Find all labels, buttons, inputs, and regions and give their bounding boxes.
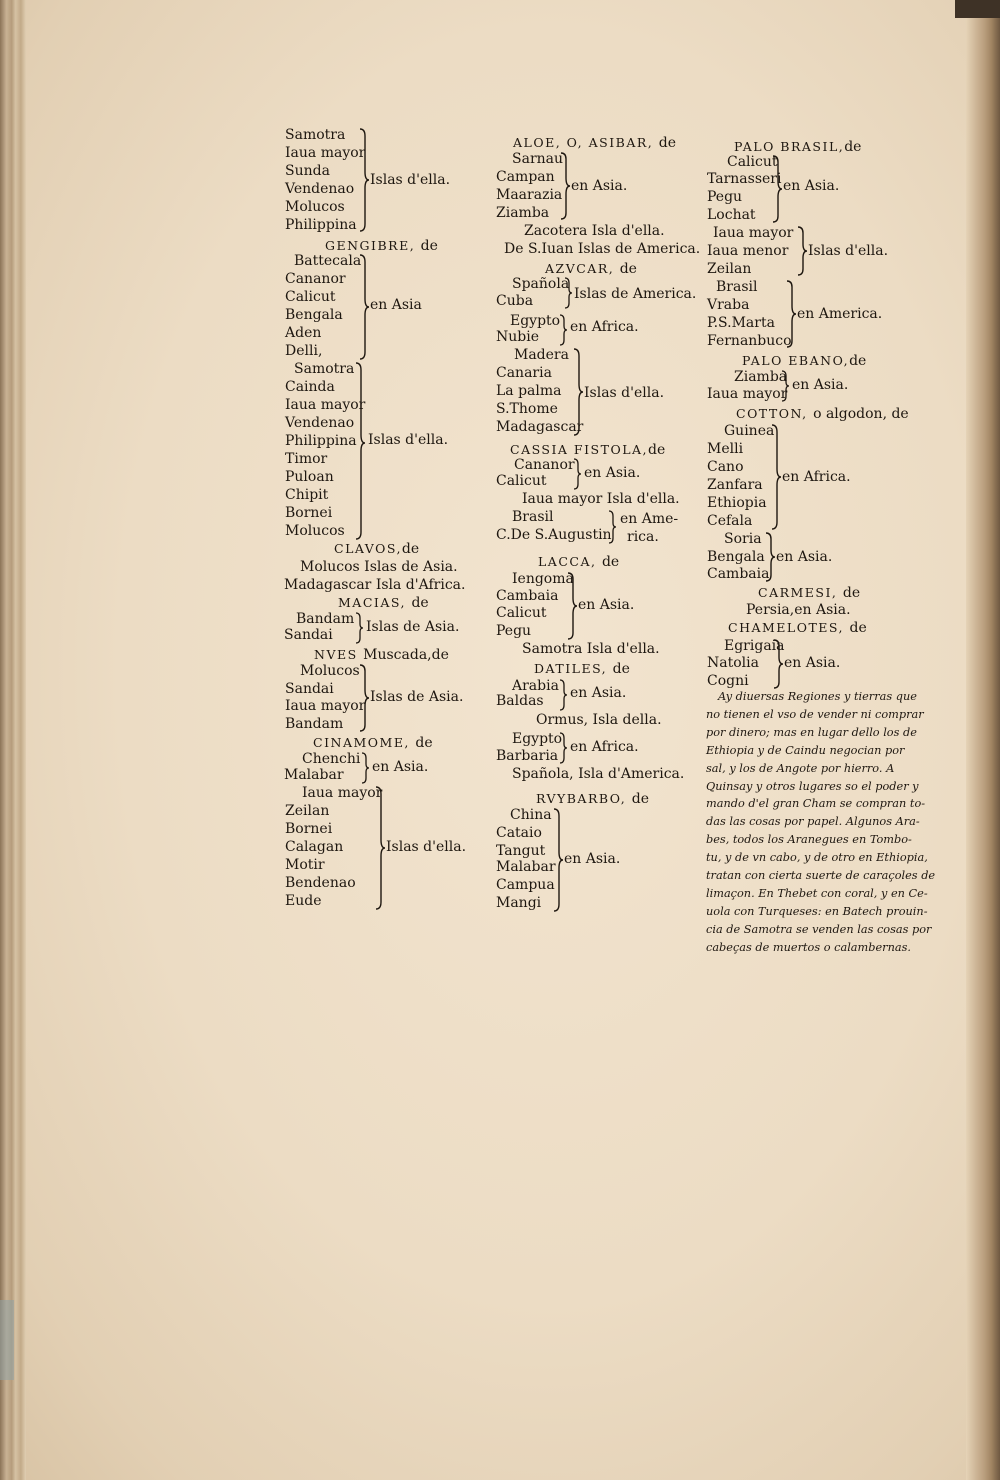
list-item: Nubie [496, 329, 539, 345]
curly-brace [360, 752, 370, 784]
curly-brace [772, 639, 784, 689]
list-item: Lochat [707, 207, 756, 223]
list-item: Iengoma [512, 571, 574, 587]
text-line: Molucos Islas de Asia. [300, 559, 458, 575]
list-item: Cogni [707, 673, 749, 689]
note-line: no tienen el vso de vender ni comprar [706, 707, 924, 721]
list-item: Iaua mayor [713, 225, 794, 241]
list-item: Bornei [285, 821, 333, 837]
curly-brace [607, 510, 617, 544]
list-item: Malabar [496, 859, 556, 875]
list-item: Sunda [285, 163, 330, 179]
note-line: Ay diuersas Regiones y tierras que [718, 690, 917, 703]
list-item: Iaua menor [707, 243, 789, 259]
list-item: Aden [285, 325, 322, 341]
curly-brace [572, 348, 584, 436]
list-item: Bandam [296, 611, 355, 627]
list-item: Molucos [285, 523, 345, 539]
list-item: Battecala [294, 253, 362, 269]
region-label: en Asia. [372, 759, 429, 775]
note-line: Quinsay y otros lugares so el poder y [706, 779, 919, 793]
region-label: rica. [627, 529, 659, 545]
list-item: Bengala [707, 549, 765, 565]
list-item: Fernanbuco [707, 333, 792, 349]
list-item: Calicut [496, 605, 547, 621]
region-label: en America. [797, 306, 883, 322]
list-item: Vendenao [285, 181, 355, 197]
list-item: Cataio [496, 825, 542, 841]
list-item: Chipit [285, 487, 329, 503]
curly-brace [780, 370, 790, 402]
list-item: Calicut [727, 154, 778, 170]
region-label: en Asia. [784, 655, 841, 671]
list-item: Delli, [285, 343, 323, 359]
curly-brace [559, 152, 571, 220]
curly-brace [354, 362, 366, 540]
list-item: Ziamba [496, 205, 550, 221]
region-label: Islas d'ella. [370, 172, 451, 188]
list-item: Bornei [285, 505, 333, 521]
section-heading: CLAVOS,de [334, 541, 420, 557]
section-heading: ALOE, O, ASIBAR, de [513, 135, 676, 151]
list-item: Malabar [284, 767, 344, 783]
note-line: cia de Samotra se venden las cosas por [706, 922, 932, 936]
list-item: Egypto [512, 731, 563, 747]
curly-brace [358, 128, 370, 232]
region-label: en Asia. [584, 465, 641, 481]
curly-brace [552, 808, 564, 912]
section-heading: RVYBARBO, de [536, 791, 650, 807]
list-item: Pegu [707, 189, 743, 205]
list-item: Iaua mayor [285, 698, 366, 714]
list-item: Mangi [496, 895, 542, 911]
list-item: Eude [285, 893, 322, 909]
list-item: Natolia [707, 655, 759, 671]
note-line: tu, y de vn cabo, y de otro en Ethiopia, [706, 851, 928, 865]
list-item: C.De S.Augustin [496, 527, 612, 543]
list-item: Vendenao [285, 415, 355, 431]
list-item: Zeilan [707, 261, 752, 277]
region-label: en Ame- [620, 511, 679, 527]
note-line: Ethiopia y de Caindu negocian por [706, 743, 905, 757]
text-line: Ormus, Isla della. [536, 712, 662, 728]
section-heading: AZVCAR, de [545, 261, 637, 277]
list-item: Cananor [514, 457, 575, 473]
list-item: Baldas [496, 693, 544, 709]
section-heading: CHAMELOTES, de [728, 620, 867, 636]
region-label: en Africa. [570, 319, 639, 335]
note-line: limaçon. En Thebet con coral, y en Ce- [706, 886, 928, 900]
list-item: Motir [285, 857, 325, 873]
region-label: en Asia. [776, 549, 833, 565]
gutter-stain [0, 1300, 14, 1380]
curly-brace [566, 572, 578, 640]
list-item: Cananor [285, 271, 346, 287]
region-label: Islas de Asia. [366, 619, 460, 635]
note-line: bes, todos los Aranegues en Tombo- [706, 833, 912, 847]
curly-brace [358, 664, 370, 732]
list-item: Timor [285, 451, 328, 467]
note-line: por dinero; mas en lugar dello los de [706, 725, 917, 739]
list-item: Guinea [724, 423, 775, 439]
list-item: Samotra [285, 127, 346, 143]
list-item: P.S.Marta [707, 315, 775, 331]
section-heading: CINAMOME, de [313, 735, 433, 751]
list-item: Sarnau [512, 151, 564, 167]
list-item: Iaua mayor [707, 386, 788, 402]
curly-brace [374, 786, 386, 910]
curly-brace [764, 532, 776, 582]
list-item: Bendenao [285, 875, 356, 891]
curly-brace [796, 226, 808, 276]
list-item: Canaria [496, 365, 552, 381]
section-heading: PALO BRASIL,de [734, 139, 862, 155]
curly-brace [354, 612, 364, 644]
curly-brace [558, 314, 568, 346]
list-item: Iaua mayor [302, 785, 383, 801]
list-item: Brasil [716, 279, 758, 295]
list-item: Madera [514, 347, 569, 363]
list-item: Ziamba [734, 369, 788, 385]
list-item: Molucos [300, 663, 360, 679]
list-item: Campua [496, 877, 555, 893]
region-label: en Asia. [571, 178, 628, 194]
region-label: en Africa. [570, 739, 639, 755]
list-item: Vraba [707, 297, 750, 313]
text-line: Madagascar Isla d'Africa. [284, 577, 466, 593]
list-item: Puloan [285, 469, 334, 485]
list-item: Spañola [512, 276, 570, 292]
text-line: Zacotera Isla d'ella. [524, 223, 665, 239]
list-item: Madagascar [496, 419, 584, 435]
region-label: en Asia. [792, 377, 849, 393]
region-label: Islas d'ella. [584, 385, 665, 401]
section-heading: DATILES, de [534, 661, 630, 677]
note-line: mando d'el gran Cham se compran to- [706, 797, 926, 811]
region-label: en Africa. [782, 469, 851, 485]
list-item: Calicut [496, 473, 547, 489]
binding-gutter [0, 0, 26, 1480]
list-item: Sandai [284, 627, 333, 643]
note-line: uola con Turqueses: en Batech prouin- [706, 904, 928, 918]
list-item: Chenchi [302, 751, 361, 767]
section-heading: COTTON, o algodon, de [736, 406, 909, 422]
list-item: Maarazia [496, 187, 563, 203]
note-line: das las cosas por papel. Algunos Ara- [706, 815, 920, 829]
list-item: Calagan [285, 839, 344, 855]
list-item: Cuba [496, 293, 534, 309]
list-item: Calicut [285, 289, 336, 305]
note-line: tratan con cierta suerte de caraçoles de [706, 869, 936, 882]
note-line: cabeças de muertos o calambernas. [706, 940, 911, 954]
list-item: Cambaia [496, 588, 559, 604]
list-item: Bandam [285, 716, 344, 732]
curly-brace [771, 155, 783, 223]
section-heading: NVES Muscada,de [314, 647, 449, 663]
section-heading: MACIAS, de [338, 595, 429, 611]
region-label: Islas d'ella. [386, 839, 467, 855]
text-line: Samotra Isla d'ella. [522, 641, 660, 657]
list-item: Ethiopia [707, 495, 767, 511]
curly-brace [558, 679, 568, 711]
curly-brace [572, 458, 582, 490]
list-item: Iaua mayor [285, 145, 366, 161]
section-heading: GENGIBRE, de [325, 238, 438, 254]
curly-brace [770, 424, 782, 530]
curly-brace [558, 732, 568, 764]
list-item: Egrigaia [724, 638, 785, 654]
section-heading: LACCA, de [538, 554, 620, 570]
text-line: Persia,en Asia. [746, 602, 851, 618]
region-label: Islas de Asia. [370, 689, 464, 705]
list-item: Cambaia [707, 566, 770, 582]
list-item: Philippina [285, 433, 357, 449]
list-item: Zanfara [707, 477, 763, 493]
list-item: Samotra [294, 361, 355, 377]
list-item: Molucos [285, 199, 345, 215]
list-item: Bengala [285, 307, 343, 323]
list-item: Philippina [285, 217, 357, 233]
list-item: Melli [707, 441, 744, 457]
curly-brace [563, 277, 573, 309]
list-item: Cano [707, 459, 744, 475]
region-label: en Asia. [783, 178, 840, 194]
list-item: Cainda [285, 379, 335, 395]
list-item: S.Thome [496, 401, 558, 417]
region-label: Islas de America. [574, 286, 697, 302]
region-label: en Asia. [564, 851, 621, 867]
list-item: La palma [496, 383, 562, 399]
list-item: Campan [496, 169, 555, 185]
curly-brace [785, 280, 797, 348]
list-item: Cefala [707, 513, 753, 529]
text-line: De S.Iuan Islas de America. [504, 241, 701, 257]
text-line: Spañola, Isla d'America. [512, 766, 685, 782]
section-heading: PALO EBANO,de [742, 353, 867, 369]
list-item: Tarnasseri [707, 171, 782, 187]
curly-brace [358, 254, 370, 360]
region-label: en Asia. [578, 597, 635, 613]
list-item: Arabia [512, 678, 559, 694]
list-item: Pegu [496, 623, 532, 639]
note-line: sal, y los de Angote por hierro. A [706, 761, 895, 775]
region-label: en Asia. [570, 685, 627, 701]
section-heading: CASSIA FISTOLA,de [510, 442, 666, 458]
list-item: Soria [724, 531, 762, 547]
text-line: Iaua mayor Isla d'ella. [522, 491, 680, 507]
list-item: Brasil [512, 509, 554, 525]
region-label: Islas d'ella. [808, 243, 889, 259]
corner-shadow [955, 0, 1000, 18]
region-label: en Asia [370, 297, 422, 313]
page-edge [966, 0, 1000, 1480]
list-item: Iaua mayor [285, 397, 366, 413]
region-label: Islas d'ella. [368, 432, 449, 448]
section-heading: CARMESI, de [758, 585, 861, 601]
list-item: Zeilan [285, 803, 330, 819]
list-item: China [510, 807, 552, 823]
list-item: Barbaria [496, 748, 559, 764]
list-item: Tangut [496, 843, 546, 859]
list-item: Egypto [510, 313, 561, 329]
list-item: Sandai [285, 681, 334, 697]
